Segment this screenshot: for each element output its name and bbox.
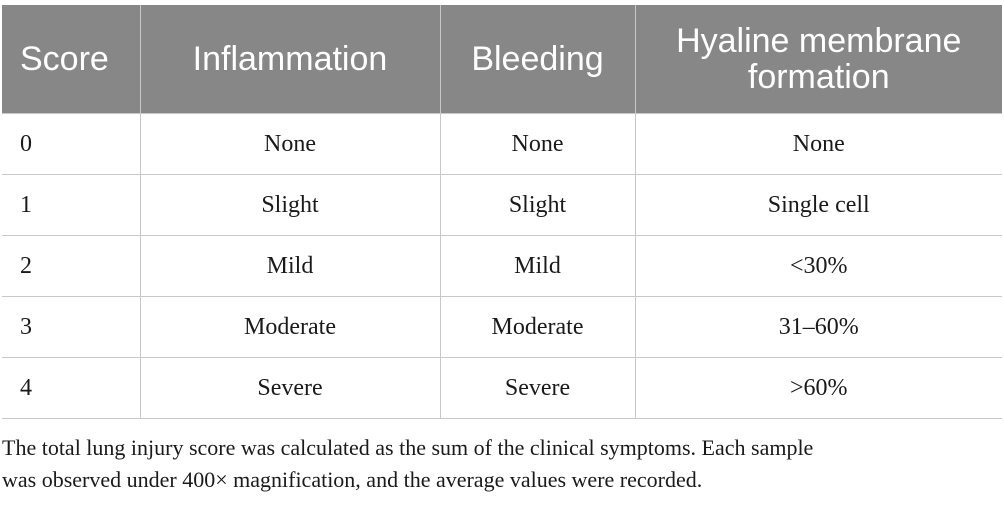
lung-injury-score-table-container <box>2 5 1002 419</box>
cell-bleeding: Severe <box>440 358 635 419</box>
cell-score: 0 <box>2 114 140 175</box>
cell-hyaline: Single cell <box>635 175 1002 236</box>
table-body <box>2 114 1002 419</box>
cell-bleeding: Slight <box>440 175 635 236</box>
cell-bleeding: None <box>440 114 635 175</box>
table-row <box>2 175 1002 236</box>
table-row <box>2 114 1002 175</box>
cell-hyaline: 31–60% <box>635 297 1002 358</box>
header-score: Score <box>2 5 140 114</box>
cell-hyaline: <30% <box>635 236 1002 297</box>
cell-inflammation: Severe <box>140 358 440 419</box>
table-row <box>2 236 1002 297</box>
header-bleeding: Bleeding <box>440 5 635 114</box>
header-inflammation: Inflammation <box>140 5 440 114</box>
lung-injury-score-table <box>2 5 1002 419</box>
cell-inflammation: None <box>140 114 440 175</box>
cell-score: 4 <box>2 358 140 419</box>
table-row <box>2 297 1002 358</box>
cell-inflammation: Slight <box>140 175 440 236</box>
header-hyaline-membrane-formation: Hyaline membrane formation <box>635 5 1002 114</box>
cell-inflammation: Moderate <box>140 297 440 358</box>
cell-score: 1 <box>2 175 140 236</box>
cell-hyaline: >60% <box>635 358 1002 419</box>
cell-score: 3 <box>2 297 140 358</box>
table-row <box>2 358 1002 419</box>
cell-inflammation: Mild <box>140 236 440 297</box>
table-header <box>2 5 1002 114</box>
footnote-line-1: The total lung injury score was calculated as the sum of the clinical symptoms. Each sample <box>2 435 814 460</box>
header-row <box>2 5 1002 114</box>
cell-score: 2 <box>2 236 140 297</box>
cell-bleeding: Mild <box>440 236 635 297</box>
cell-bleeding: Moderate <box>440 297 635 358</box>
cell-hyaline: None <box>635 114 1002 175</box>
table-footnote <box>2 432 1002 496</box>
footnote-line-2: was observed under 400× magnification, and the average values were recorded. <box>2 467 703 492</box>
